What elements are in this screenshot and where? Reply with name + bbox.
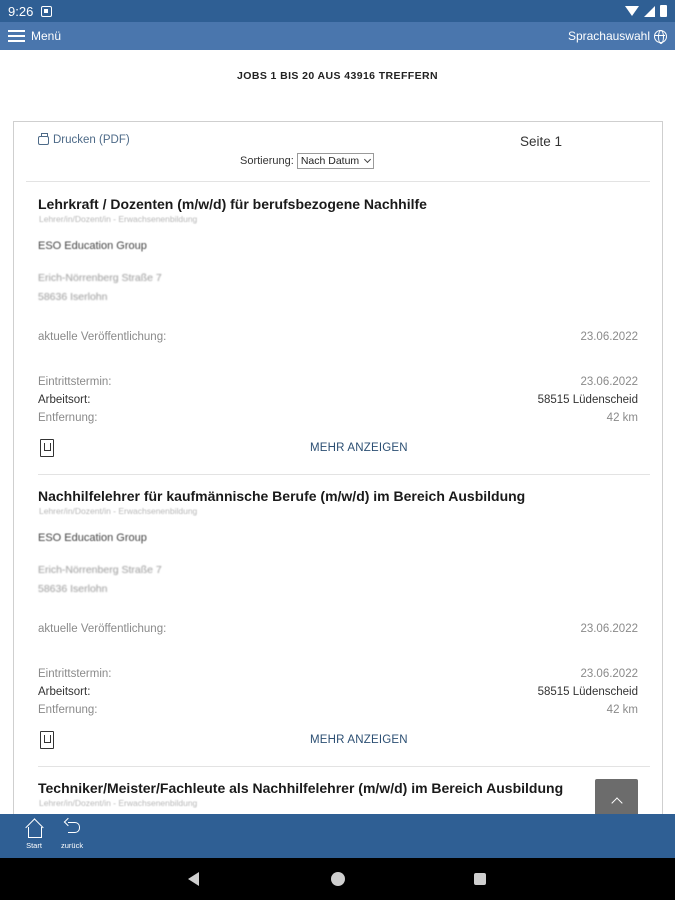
chevron-down-icon[interactable] [364, 156, 371, 163]
published-label: aktuelle Veröffentlichung: [38, 623, 167, 635]
menu-icon[interactable] [8, 30, 25, 42]
start-date-label: Eintrittstermin: [38, 668, 112, 680]
distance-row [38, 412, 638, 424]
workplace-label: Arbeitsort: [38, 394, 91, 406]
sort-label: Sortierung: [240, 155, 294, 167]
job-city: 58636 Iserlohn [38, 291, 108, 303]
printer-icon[interactable] [38, 136, 49, 145]
published-row [38, 331, 638, 343]
home-icon[interactable] [24, 818, 44, 838]
print-pdf-link[interactable] [38, 134, 130, 146]
distance-value: 42 km [606, 704, 638, 716]
job-category: Lehrer/in/Dozent/in - Erwachsenenbildung [39, 214, 198, 224]
start-date-label: Eintrittstermin: [38, 376, 112, 388]
language-label[interactable]: Sprachauswahl [567, 29, 650, 43]
notification-icon [41, 6, 52, 17]
job-listing [38, 183, 650, 475]
published-value: 23.06.2022 [580, 331, 638, 343]
workplace-label: Arbeitsort: [38, 686, 91, 698]
workplace-value: 58515 Lüdenscheid [537, 394, 638, 406]
job-street: Erich-Nörrenberg Straße 7 [38, 564, 162, 576]
distance-row [38, 704, 638, 716]
job-title[interactable]: Techniker/Meister/Fachleute als Nachhilfelehrer (m/w/d) im Bereich Ausbildung [38, 780, 564, 796]
job-listing [38, 475, 650, 767]
published-row [38, 623, 638, 635]
list-header [26, 122, 650, 182]
published-value: 23.06.2022 [580, 623, 638, 635]
job-company: ESO Education Group [38, 240, 147, 252]
system-navigation-bar [0, 858, 675, 900]
home-label[interactable]: Start [26, 841, 42, 850]
sort-value[interactable]: Nach Datum [300, 155, 360, 167]
job-listing [38, 767, 650, 821]
workplace-row [38, 394, 638, 406]
workplace-value: 58515 Lüdenscheid [537, 686, 638, 698]
menu-button[interactable]: Menü [31, 29, 62, 43]
bookmark-icon[interactable] [40, 731, 54, 749]
back-icon[interactable] [62, 818, 82, 838]
sort-control [240, 153, 374, 169]
job-street: Erich-Nörrenberg Straße 7 [38, 272, 162, 284]
show-more-button[interactable]: MEHR ANZEIGEN [310, 734, 408, 746]
start-date-row [38, 668, 638, 680]
home-button[interactable] [24, 818, 44, 850]
show-more-button[interactable]: MEHR ANZEIGEN [310, 442, 408, 454]
start-date-row [38, 376, 638, 388]
system-recents-icon[interactable] [474, 873, 486, 885]
globe-icon[interactable] [654, 30, 667, 43]
status-bar [0, 0, 675, 22]
results-count-title: JOBS 1 BIS 20 AUS 43916 TREFFERN [237, 70, 438, 82]
distance-label: Entfernung: [38, 704, 98, 716]
back-button[interactable] [61, 818, 83, 850]
job-category: Lehrer/in/Dozent/in - Erwachsenenbildung [39, 506, 198, 516]
sort-select[interactable] [297, 153, 374, 169]
distance-label: Entfernung: [38, 412, 98, 424]
wifi-icon [625, 6, 639, 16]
workplace-row [38, 686, 638, 698]
battery-icon [660, 5, 667, 17]
published-label: aktuelle Veröffentlichung: [38, 331, 167, 343]
job-results-list [13, 121, 663, 821]
distance-value: 42 km [606, 412, 638, 424]
language-selector[interactable] [568, 29, 667, 43]
status-icons [625, 5, 667, 17]
job-company: ESO Education Group [38, 532, 147, 544]
arrow-up-icon[interactable] [611, 797, 622, 808]
bottom-navigation [0, 814, 675, 858]
system-home-icon[interactable] [331, 872, 345, 886]
system-back-icon[interactable] [188, 872, 199, 886]
bookmark-icon[interactable] [40, 439, 54, 457]
job-title[interactable]: Lehrkraft / Dozenten (m/w/d) für berufsbezogene Nachhilfe [38, 196, 427, 212]
page-indicator: Seite 1 [519, 134, 562, 149]
back-label[interactable]: zurück [61, 841, 84, 850]
job-title[interactable]: Nachhilfelehrer für kaufmännische Berufe (m/w/d) im Bereich Ausbildung [38, 488, 526, 504]
start-date-value: 23.06.2022 [580, 668, 638, 680]
start-date-value: 23.06.2022 [580, 376, 638, 388]
status-time: 9:26 [8, 3, 34, 19]
signal-icon [644, 6, 655, 17]
job-city: 58636 Iserlohn [38, 583, 108, 595]
job-category: Lehrer/in/Dozent/in - Erwachsenenbildung [39, 798, 198, 808]
print-label[interactable]: Drucken (PDF) [53, 134, 130, 146]
app-header [0, 22, 675, 50]
